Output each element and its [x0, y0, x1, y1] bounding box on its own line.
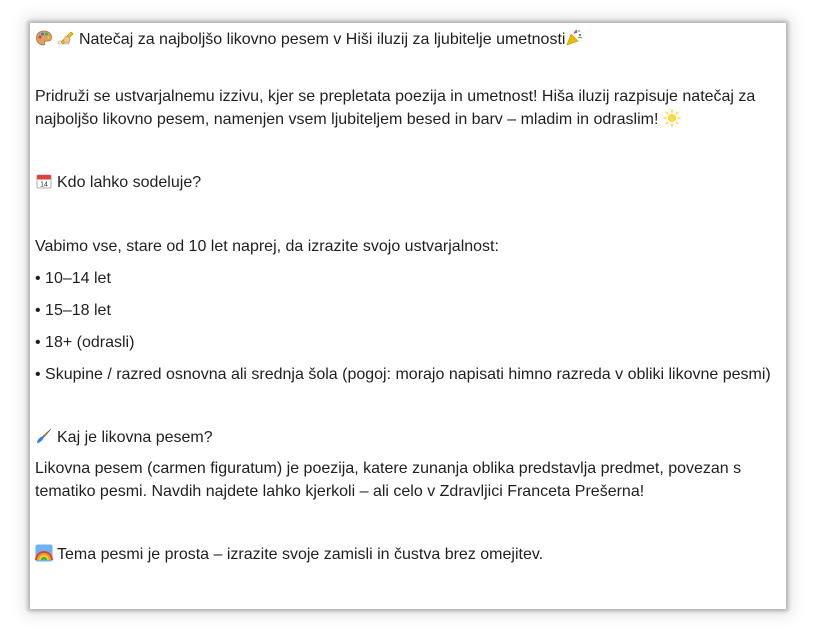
theme-text: Tema pesmi je prosta – izrazite svoje zamisli in čustva brez omejitev.	[57, 546, 544, 563]
post-content	[35, 28, 780, 566]
post-intro	[35, 85, 780, 131]
writing-hand-icon	[57, 29, 75, 47]
what-heading-text: Kaj je likovna pesem?	[57, 429, 213, 446]
paintbrush-icon	[35, 427, 53, 445]
post-title	[35, 28, 780, 51]
post-title-text: Natečaj za najboljšo likovno pesem v Hiši iluzij za ljubitelje umetnosti	[79, 31, 566, 48]
list-item: • 15–18 let	[35, 302, 111, 319]
party-popper-icon	[565, 29, 583, 47]
theme-line	[35, 543, 780, 566]
calendar-icon	[35, 172, 53, 190]
list-item: • 10–14 let	[35, 270, 111, 287]
svg-text:14: 14	[40, 181, 48, 189]
list-item: • 18+ (odrasli)	[35, 334, 135, 351]
list-item: • Skupine / razred osnovna ali srednja šola (pogoj: morajo napisati himno razreda v obliki likovne pesmi)	[35, 366, 771, 383]
what-heading	[35, 426, 780, 449]
palette-icon	[35, 29, 53, 47]
who-heading	[35, 171, 780, 194]
who-text: Vabimo vse, stare od 10 let naprej, da izrazite svojo ustvarjalnost:	[35, 238, 499, 255]
who-heading-text: Kdo lahko sodeluje?	[57, 174, 202, 191]
sun-icon	[663, 109, 681, 127]
post-intro-text: Pridruži se ustvarjalnemu izzivu, kjer se prepletata poezija in umetnost! Hiša iluzij razpisuje natečaj za najboljšo likovno pesem, namenjen vsem ljubiteljem besed in barv – mladim in odraslim!	[35, 88, 756, 128]
what-text: Likovna pesem (carmen figuratum) je poezija, katere zunanja oblika predstavlja predmet, povezan s tematiko pesmi. Navdih najdete lahko kjerkoli – ali celo v Zdravljici Franceta Prešerna!	[35, 460, 742, 500]
rainbow-icon	[35, 544, 53, 562]
post-card	[30, 23, 786, 609]
